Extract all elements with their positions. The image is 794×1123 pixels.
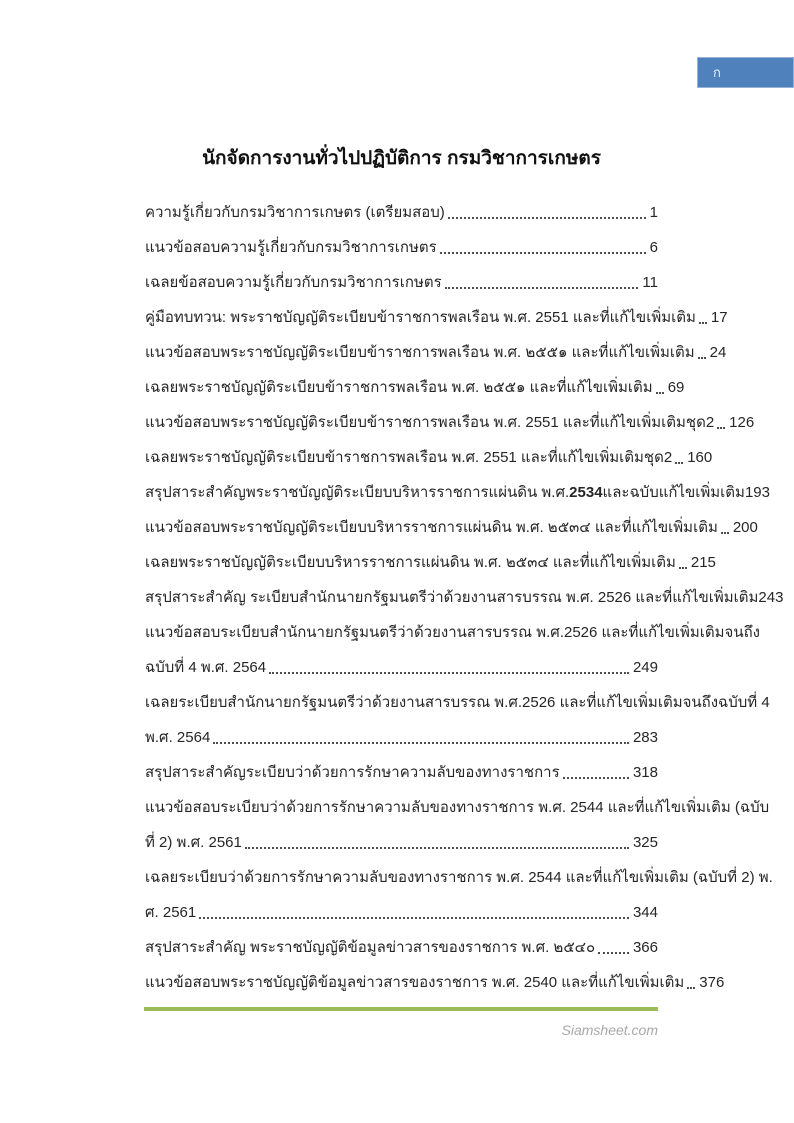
toc-entry-text: แนวข้อสอบความรู้เกี่ยวกับกรมวิชาการเกษตร	[145, 239, 437, 257]
toc-page-number: 69	[667, 379, 685, 397]
toc-dots-leader	[213, 742, 629, 744]
toc-page-number: 126	[729, 414, 755, 432]
toc-entry-text: แนวข้อสอบพระราชบัญญัติข้อมูลข่าวสารของราชการ พ.ศ. 2540 และที่แก้ไขเพิ่มเติม	[145, 974, 685, 992]
toc-page-number: 24	[709, 344, 727, 362]
toc-page-number: 325	[632, 834, 658, 852]
toc-entry-text: แนวข้อสอบระเบียบว่าด้วยการรักษาความลับของทางราชการ พ.ศ. 2544 และที่แก้ไขเพิ่มเติม (ฉบับ	[145, 799, 770, 817]
toc-page-number: 318	[632, 764, 658, 782]
toc-dots-leader	[699, 322, 707, 324]
toc-entry	[145, 748, 658, 783]
toc-page-number: 376	[699, 974, 725, 992]
toc-entry-line	[145, 783, 770, 818]
toc-entry	[145, 433, 713, 468]
toc-entry-text: เฉลยพระราชบัญญัติระเบียบข้าราชการพลเรือน พ.ศ. 2551 และที่แก้ไขเพิ่มเติมชุด2	[145, 449, 673, 467]
toc-page-number: 6	[649, 239, 658, 257]
toc-page-number: 1	[649, 204, 658, 222]
toc-entry-text: เฉลยข้อสอบความรู้เกี่ยวกับกรมวิชาการเกษตร	[145, 274, 442, 292]
toc-entry-text: เฉลยพระราชบัญญัติระเบียบบริหารราชการแผ่นดิน พ.ศ. ๒๕๓๔ และที่แก้ไขเพิ่มเติม	[145, 554, 676, 572]
toc-entry	[145, 853, 773, 923]
toc-entry	[145, 223, 658, 258]
toc-entry-text: สรุปสาระสำคัญ พระราชบัญญัติข้อมูลข่าวสารของราชการ พ.ศ. ๒๕๔๐	[145, 939, 596, 957]
toc-entry-text: ความรู้เกี่ยวกับกรมวิชาการเกษตร (เตรียมสอบ)	[145, 204, 445, 222]
toc-page-number: 249	[632, 659, 658, 677]
toc-entry	[145, 573, 784, 608]
toc-entry-text: เฉลยระเบียบสำนักนายกรัฐมนตรีว่าด้วยงานสารบรรณ พ.ศ.2526 และที่แก้ไขเพิ่มเติมจนถึงฉบับที่ 4	[145, 694, 770, 712]
toc-entry	[145, 538, 716, 573]
toc-entry	[145, 958, 725, 993]
toc-entry-text: เฉลยพระราชบัญญัติระเบียบข้าราชการพลเรือน พ.ศ. ๒๕๕๑ และที่แก้ไขเพิ่มเติม	[145, 379, 653, 397]
toc-dots-leader	[598, 952, 629, 954]
toc-dots-leader	[440, 252, 646, 254]
toc-page-number: 193	[744, 484, 770, 502]
toc-page-number: 160	[687, 449, 713, 467]
toc-entry-text: แนวข้อสอบพระราชบัญญัติระเบียบข้าราชการพลเรือน พ.ศ. 2551 และที่แก้ไขเพิ่มเติมชุด2	[145, 414, 715, 432]
toc-page-number: 243	[758, 589, 784, 607]
toc-dots-leader	[717, 427, 725, 429]
toc-page-number: 366	[632, 939, 658, 957]
toc-entry	[145, 783, 770, 853]
toc-entry-line	[145, 643, 658, 678]
toc-entry-text: พ.ศ. 2564	[145, 729, 211, 747]
watermark-text: Siamsheet.com	[561, 1022, 658, 1038]
toc-entry-text: แนวข้อสอบพระราชบัญญัติระเบียบบริหารราชการแผ่นดิน พ.ศ. ๒๕๓๔ และที่แก้ไขเพิ่มเติม	[145, 519, 718, 537]
toc-entry-text: แนวข้อสอบพระราชบัญญัติระเบียบข้าราชการพลเรือน พ.ศ. ๒๕๕๑ และที่แก้ไขเพิ่มเติม	[145, 344, 695, 362]
toc-entry-line	[145, 818, 658, 853]
toc-entry	[145, 608, 760, 678]
toc-entry	[145, 363, 685, 398]
toc-entry	[145, 258, 658, 293]
toc-entry	[145, 188, 658, 223]
toc-entry	[145, 293, 728, 328]
toc-entry	[145, 468, 770, 503]
toc-entry	[145, 503, 758, 538]
table-of-contents	[145, 188, 784, 993]
toc-entry-text: แนวข้อสอบระเบียบสำนักนายกรัฐมนตรีว่าด้วยงานสารบรรณ พ.ศ.2526 และที่แก้ไขเพิ่มเติมจนถึง	[145, 624, 760, 642]
toc-entry-line	[145, 713, 658, 748]
toc-entry-text: ศ. 2561	[145, 904, 197, 922]
toc-entry-text: คู่มือทบทวน: พระราชบัญญัติระเบียบข้าราชการพลเรือน พ.ศ. 2551 และที่แก้ไขเพิ่มเติม	[145, 309, 696, 327]
toc-dots-leader	[245, 847, 629, 849]
toc-page-number: 11	[642, 274, 658, 292]
toc-dots-leader	[445, 287, 639, 289]
toc-entry-text: ฉบับที่ 4 พ.ศ. 2564	[145, 659, 267, 677]
toc-dots-leader	[563, 777, 629, 779]
toc-entry-text: ที่ 2) พ.ศ. 2561	[145, 834, 242, 852]
toc-page-number: 283	[632, 729, 658, 747]
toc-entry-line	[145, 608, 760, 643]
toc-dots-leader	[448, 217, 646, 219]
toc-entry	[145, 678, 770, 748]
toc-page-number: 344	[632, 904, 658, 922]
toc-page-number: 200	[732, 519, 758, 537]
toc-entry	[145, 398, 755, 433]
toc-dots-leader	[679, 567, 687, 569]
toc-entry-text: และฉบับแก้ไขเพิ่มเติม	[602, 484, 745, 502]
toc-dots-leader	[675, 462, 683, 464]
toc-entry-text: สรุปสาระสำคัญพระราชบัญญัติระเบียบบริหารราชการแผ่นดิน พ.ศ.	[145, 484, 570, 502]
corner-tab	[697, 57, 794, 88]
toc-entry-line	[145, 853, 773, 888]
toc-dots-leader	[199, 917, 629, 919]
page-title: นักจัดการงานทั่วไปปฏิบัติการ กรมวิชาการเกษตร	[202, 148, 601, 169]
toc-page-number: 17	[710, 309, 728, 327]
toc-dots-leader	[269, 672, 629, 674]
toc-entry-text: สรุปสาระสำคัญระเบียบว่าด้วยการรักษาความลับของทางราชการ	[145, 764, 560, 782]
toc-page-number: 215	[690, 554, 716, 572]
corner-tab-label: ก	[713, 65, 721, 80]
toc-dots-leader	[656, 392, 664, 394]
toc-entry-text-bold: 2534	[569, 484, 603, 502]
toc-dots-leader	[698, 357, 706, 359]
toc-dots-leader	[687, 987, 695, 989]
footer-divider	[144, 1007, 658, 1011]
toc-dots-leader	[721, 532, 729, 534]
toc-entry	[145, 923, 658, 958]
toc-entry	[145, 328, 727, 363]
toc-entry-line	[145, 888, 658, 923]
toc-entry-line	[145, 678, 770, 713]
toc-entry-text: เฉลยระเบียบว่าด้วยการรักษาความลับของทางราชการ พ.ศ. 2544 และที่แก้ไขเพิ่มเติม (ฉบับที่ 2) พ.	[145, 869, 773, 887]
toc-entry-text: สรุปสาระสำคัญ ระเบียบสำนักนายกรัฐมนตรีว่าด้วยงานสารบรรณ พ.ศ. 2526 และที่แก้ไขเพิ่มเติม	[145, 589, 759, 607]
